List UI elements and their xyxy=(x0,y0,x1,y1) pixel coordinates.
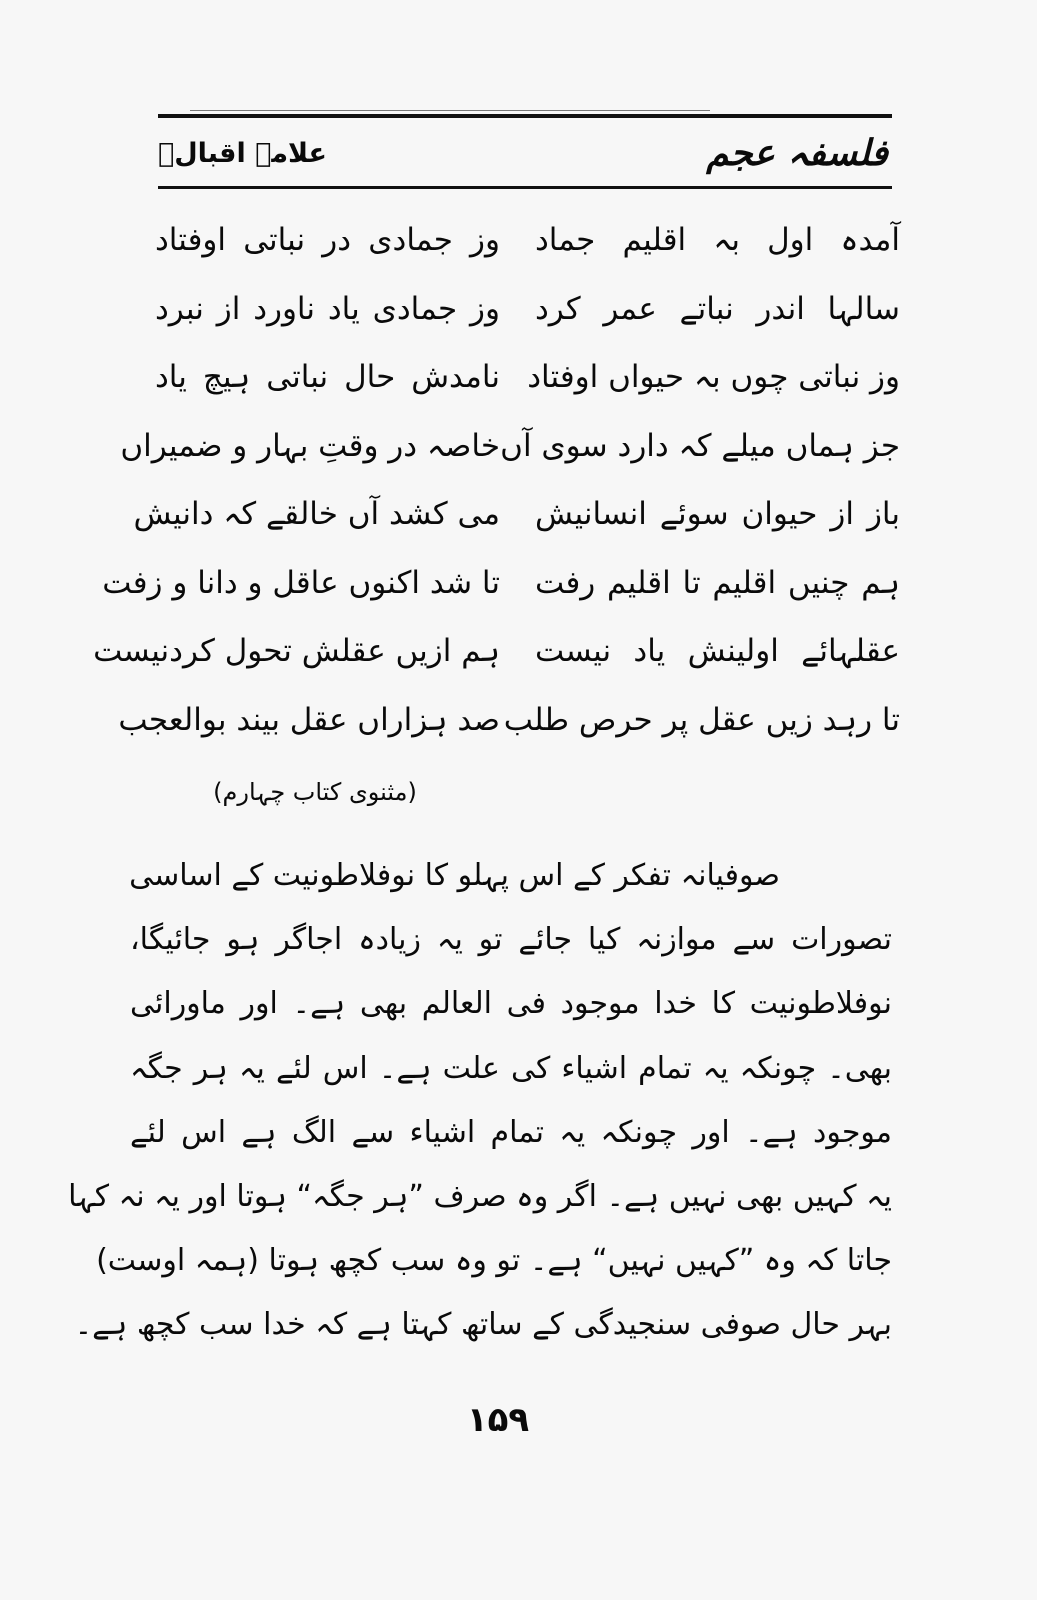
poem-couplet xyxy=(140,347,900,416)
poem-couplet xyxy=(93,621,900,690)
poem-couplet xyxy=(133,484,900,553)
first-hemistich: تا رہد زیں عقل پر حرص طلب xyxy=(503,701,900,738)
first-hemistich: وز نباتی چوں بہ حیواں اوفتاد xyxy=(527,359,900,395)
prose-line: یہ کہیں بھی نہیں ہے۔ اگر وہ صرف ”ہر جگہ“ ہوتا اور یہ نہ کہا xyxy=(68,1178,892,1214)
poem-source-citation: (مثنوی کتاب چہارم) xyxy=(213,778,417,806)
poem-couplet xyxy=(140,279,900,348)
header-top-thin-rule xyxy=(190,110,710,111)
header-bottom-rule xyxy=(158,186,892,189)
book-title: فلسفہ عجم xyxy=(706,133,888,174)
first-hemistich: ہم چنیں اقلیم تا اقلیم رفت xyxy=(535,564,900,601)
page-number: ۱۵۹ xyxy=(466,1400,530,1440)
prose-line: صوفیانہ تفکر کے اس پہلو کا نوفلاطونیت کے اساسی xyxy=(129,858,780,893)
prose-paragraph xyxy=(68,848,892,1362)
prose-line: نوفلاطونیت کا خدا موجود فی العالم بھی ہے۔ اور ماورائی xyxy=(130,986,892,1022)
prose-line: بھی۔ چونکہ یہ تمام اشیاء کی علت ہے۔ اس لئے یہ ہر جگہ xyxy=(130,1050,892,1086)
prose-line: بہر حال صوفی سنجیدگی کے ساتھ کہتا ہے کہ خدا سب کچھ ہے۔ xyxy=(74,1307,892,1343)
second-hemistich: صد ہزاراں عقل بیند بوالعجب xyxy=(118,701,500,738)
persian-poem xyxy=(93,210,900,758)
first-hemistich: باز از حیوان سوئے انسانیش xyxy=(535,496,900,532)
prose-line: موجود ہے۔ اور چونکہ یہ تمام اشیاء سے الگ ہے اس لئے xyxy=(130,1114,892,1150)
header-top-rule xyxy=(158,114,892,118)
second-hemistich: وز جمادی یاد ناورد از نبرد xyxy=(155,290,500,327)
poem-couplet xyxy=(102,553,900,622)
poem-couplet xyxy=(140,210,900,279)
second-hemistich: می کشد آں خالقے کہ دانیش xyxy=(133,496,500,532)
second-hemistich: تا شد اکنوں عاقل و دانا و زفت xyxy=(102,564,500,601)
second-hemistich: نامدش حال نباتی ہیچ یاد xyxy=(155,359,500,395)
poem-couplet xyxy=(118,690,900,759)
running-header xyxy=(158,122,892,184)
first-hemistich: عقلہائے اولینش یاد نیست xyxy=(535,633,900,669)
first-hemistich: آمدہ اول بہ اقلیم جماد xyxy=(535,222,900,258)
prose-line: جاتا کہ وہ ”کہیں نہیں“ ہے۔ تو وہ سب کچھ ہوتا (ہمہ اوست) xyxy=(96,1243,892,1279)
poem-couplet xyxy=(120,416,900,485)
first-hemistich: سالہا اندر نباتے عمر کرد xyxy=(535,290,900,327)
second-hemistich: ہم ازیں عقلش تحول کردنیست xyxy=(93,633,500,669)
second-hemistich: وز جمادی در نباتی اوفتاد xyxy=(155,222,500,258)
first-hemistich: جز ہماں میلے کہ دارد سوی آں xyxy=(500,427,900,464)
prose-line: تصورات سے موازنہ کیا جائے تو یہ زیادہ اجاگر ہو جائیگا، xyxy=(130,922,892,958)
author-name: علامہ اقبالؒ xyxy=(158,138,327,169)
second-hemistich: خاصہ در وقتِ بہار و ضمیراں xyxy=(120,427,500,464)
